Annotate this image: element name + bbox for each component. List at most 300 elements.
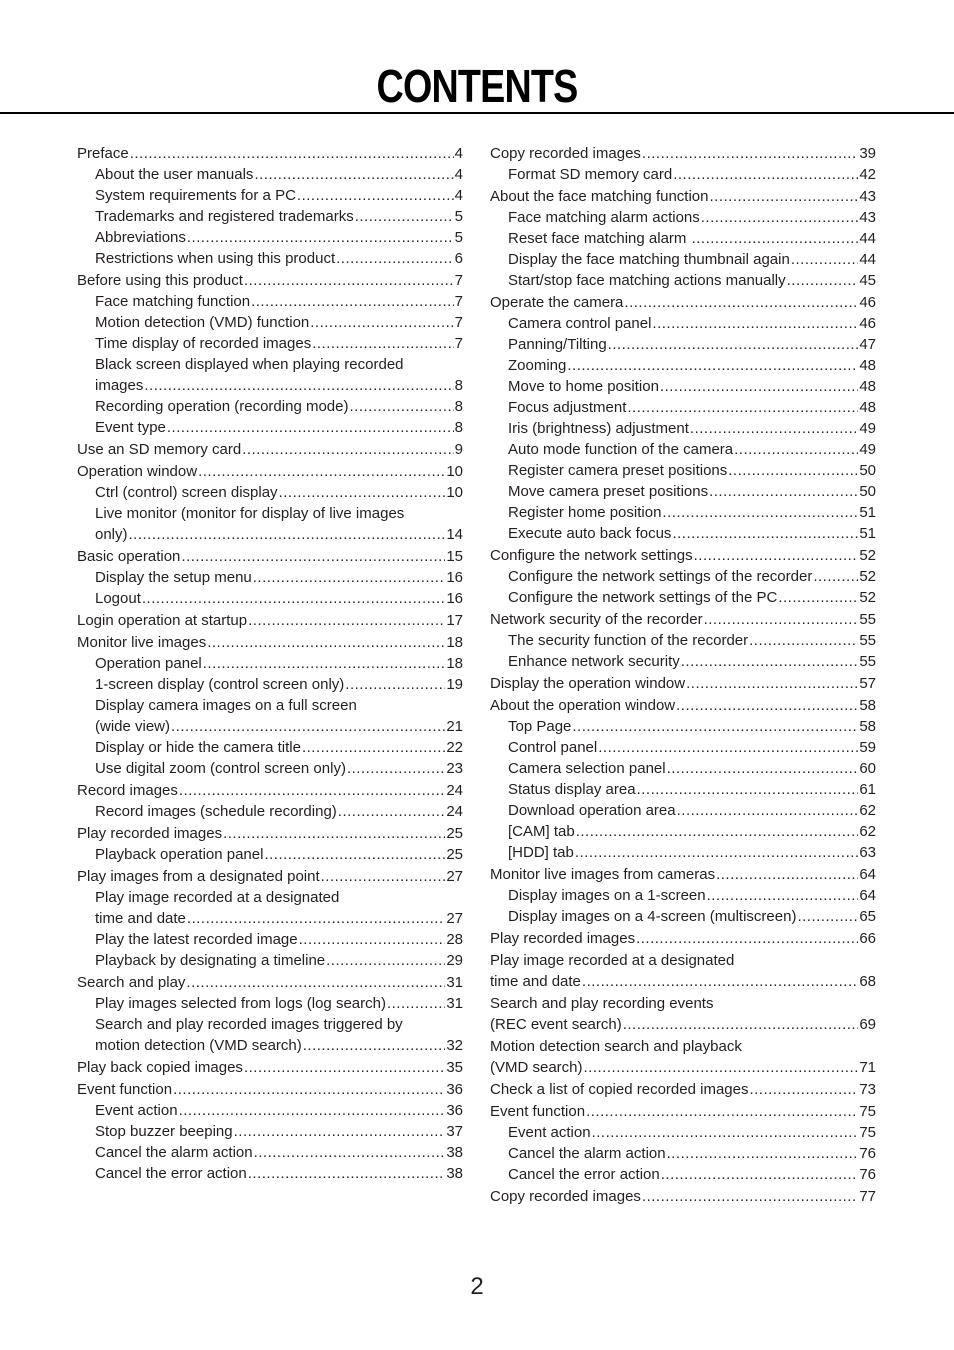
dot-leader <box>203 653 446 674</box>
toc-entry-title: Restrictions when using this product <box>95 250 336 267</box>
toc-entry-page: 51 <box>859 525 876 542</box>
toc-entry-title: (VMD search) <box>490 1059 583 1076</box>
toc-entry[interactable] <box>77 758 463 779</box>
toc-entry[interactable] <box>490 481 876 502</box>
toc-entry-page: 36 <box>446 1102 463 1119</box>
toc-entry-page: 7 <box>454 293 463 310</box>
toc-entry[interactable] <box>77 248 463 269</box>
toc-entry[interactable] <box>77 333 463 354</box>
toc-entry[interactable] <box>490 651 876 672</box>
toc-entry-page: 62 <box>859 823 876 840</box>
toc-entry[interactable] <box>77 227 463 248</box>
dot-leader <box>207 632 445 653</box>
dot-leader <box>310 312 453 333</box>
toc-entry-page: 4 <box>454 187 463 204</box>
toc-entry[interactable] <box>77 801 463 822</box>
dot-leader <box>242 439 453 460</box>
toc-entry[interactable] <box>490 1036 876 1078</box>
toc-entry-page: 27 <box>446 910 463 927</box>
toc-entry[interactable] <box>490 460 876 481</box>
dot-leader <box>707 885 859 906</box>
dot-leader <box>142 588 445 609</box>
dot-leader <box>672 523 858 544</box>
toc-entry-page: 39 <box>859 145 876 162</box>
toc-entry[interactable] <box>490 779 876 800</box>
toc-entry-title: Display the setup menu <box>95 569 252 586</box>
toc-entry-page: 37 <box>446 1123 463 1140</box>
toc-entry-title: The security function of the recorder <box>508 632 749 649</box>
dot-leader <box>813 566 858 587</box>
toc-entry[interactable] <box>77 632 463 653</box>
toc-entry-page: 48 <box>859 378 876 395</box>
toc-entry-title: Camera selection panel <box>508 760 666 777</box>
toc-entry[interactable] <box>77 1121 463 1142</box>
dot-leader <box>694 545 859 566</box>
title-rule <box>0 112 954 114</box>
toc-entry-title: Cancel the error action <box>508 1166 660 1183</box>
dot-leader <box>248 610 445 631</box>
toc-entry-page: 75 <box>859 1103 876 1120</box>
dot-leader <box>572 716 858 737</box>
toc-entry-title: Move camera preset positions <box>508 483 709 500</box>
toc-entry[interactable] <box>490 821 876 842</box>
toc-entry-page: 44 <box>859 230 876 247</box>
toc-entry[interactable] <box>490 523 876 544</box>
toc-entry-page: 69 <box>859 1016 876 1033</box>
toc-entry[interactable] <box>490 249 876 270</box>
toc-entry[interactable] <box>490 313 876 334</box>
toc-entry[interactable] <box>490 630 876 651</box>
dot-leader <box>179 780 445 801</box>
toc-entry[interactable] <box>77 1014 463 1056</box>
toc-entry-title: Copy recorded images <box>490 1188 641 1205</box>
dot-leader <box>181 546 445 567</box>
toc-left-column <box>77 143 463 1184</box>
toc-entry-title: Execute auto back focus <box>508 525 672 542</box>
toc-entry-page: 18 <box>446 634 463 651</box>
page-title: CONTENTS <box>376 60 578 112</box>
toc-entry-title-line: Display camera images on a full screen <box>95 697 357 714</box>
toc-entry[interactable] <box>77 354 463 396</box>
dot-leader <box>608 334 859 355</box>
toc-entry[interactable] <box>77 1100 463 1121</box>
dot-leader <box>130 143 454 164</box>
toc-entry-title: Event action <box>508 1124 591 1141</box>
dot-leader <box>575 842 858 863</box>
toc-entry[interactable] <box>490 885 876 906</box>
toc-right-column <box>490 143 876 1207</box>
toc-entry-page: 49 <box>859 441 876 458</box>
dot-leader <box>642 1186 858 1207</box>
toc-entry[interactable] <box>77 780 463 801</box>
toc-entry-title: Auto mode function of the camera <box>508 441 734 458</box>
dot-leader <box>728 460 858 481</box>
dot-leader <box>787 270 859 291</box>
dot-leader <box>198 461 445 482</box>
toc-entry-title: Record images <box>77 782 178 799</box>
toc-entry-title-line: Motion detection search and playback <box>490 1038 742 1055</box>
toc-entry[interactable] <box>490 334 876 355</box>
dot-leader <box>704 609 859 630</box>
toc-entry[interactable] <box>490 906 876 927</box>
toc-entry[interactable] <box>490 545 876 566</box>
dot-leader <box>303 1035 446 1056</box>
toc-entry-title: Control panel <box>508 739 598 756</box>
toc-entry[interactable] <box>490 439 876 460</box>
toc-entry[interactable] <box>490 228 876 249</box>
toc-entry-title: Display the face matching thumbnail again <box>508 251 790 268</box>
toc-entry-page: 31 <box>446 974 463 991</box>
dot-leader <box>302 737 445 758</box>
toc-entry-title: Event action <box>95 1102 178 1119</box>
toc-entry[interactable] <box>77 270 463 291</box>
toc-entry[interactable] <box>490 566 876 587</box>
toc-entry-title: System requirements for a PC <box>95 187 296 204</box>
dot-leader <box>662 502 858 523</box>
toc-entry[interactable] <box>490 355 876 376</box>
toc-entry-page: 7 <box>454 314 463 331</box>
toc-entry-title: only) <box>95 526 128 543</box>
toc-entry-page: 48 <box>859 357 876 374</box>
toc-entry[interactable] <box>77 439 463 460</box>
toc-entry-title: Display or hide the camera title <box>95 739 301 756</box>
toc-entry[interactable] <box>490 695 876 716</box>
toc-entry[interactable] <box>490 673 876 694</box>
toc-entry-page: 50 <box>859 462 876 479</box>
toc-entry-title: Event function <box>490 1103 586 1120</box>
dot-leader <box>637 779 859 800</box>
dot-leader <box>791 249 858 270</box>
toc-entry-page: 16 <box>446 569 463 586</box>
toc-entry-page: 24 <box>446 782 463 799</box>
toc-entry[interactable] <box>77 546 463 567</box>
dot-leader <box>144 375 453 396</box>
toc-entry[interactable] <box>77 695 463 737</box>
dot-leader <box>627 397 858 418</box>
toc-entry[interactable] <box>490 1143 876 1164</box>
toc-entry-title: Play recorded images <box>490 930 636 947</box>
toc-entry-title: Time display of recorded images <box>95 335 312 352</box>
toc-entry[interactable] <box>490 292 876 313</box>
toc-entry[interactable] <box>77 950 463 971</box>
toc-entry-title: Move to home position <box>508 378 659 395</box>
toc-entry-title: motion detection (VMD search) <box>95 1037 302 1054</box>
toc-entry[interactable] <box>77 1142 463 1163</box>
toc-entry-title: Play images from a designated point <box>77 868 320 885</box>
toc-entry-page: 8 <box>454 419 463 436</box>
toc-entry-title: Event type <box>95 419 166 436</box>
toc-entry-title: Panning/Tilting <box>508 336 607 353</box>
dot-leader <box>187 227 454 248</box>
toc-entry[interactable] <box>77 887 463 929</box>
toc-entry-page: 50 <box>859 483 876 500</box>
toc-entry[interactable] <box>77 823 463 844</box>
toc-entry[interactable] <box>77 185 463 206</box>
dot-leader <box>676 695 858 716</box>
toc-entry[interactable] <box>77 610 463 631</box>
toc-entry-page: 63 <box>859 844 876 861</box>
toc-entry[interactable] <box>490 758 876 779</box>
toc-entry-page: 21 <box>446 718 463 735</box>
dot-leader <box>709 481 858 502</box>
dot-leader <box>171 716 445 737</box>
toc-entry[interactable] <box>77 396 463 417</box>
toc-entry-page: 55 <box>859 632 876 649</box>
toc-entry-title: Play back copied images <box>77 1059 243 1076</box>
toc-entry-page: 76 <box>859 1166 876 1183</box>
toc-entry[interactable] <box>490 186 876 207</box>
toc-entry-title: Playback operation panel <box>95 846 264 863</box>
toc-entry-page: 5 <box>454 229 463 246</box>
toc-entry-page: 61 <box>859 781 876 798</box>
toc-entry[interactable] <box>490 993 876 1035</box>
toc-entry-title: About the face matching function <box>490 188 709 205</box>
toc-entry-page: 7 <box>454 272 463 289</box>
toc-entry-title: Cancel the error action <box>95 1165 247 1182</box>
page-number: 2 <box>470 1273 484 1300</box>
dot-leader <box>681 651 859 672</box>
toc-entry-page: 42 <box>859 166 876 183</box>
toc-entry[interactable] <box>77 737 463 758</box>
toc-entry[interactable] <box>77 164 463 185</box>
toc-entry[interactable] <box>77 972 463 993</box>
toc-entry-title: Event function <box>77 1081 173 1098</box>
toc-entry[interactable] <box>490 800 876 821</box>
toc-entry-title: time and date <box>490 973 581 990</box>
toc-entry-title: Display the operation window <box>490 675 686 692</box>
dot-leader <box>567 355 858 376</box>
dot-leader <box>636 928 858 949</box>
dot-leader <box>187 908 445 929</box>
toc-entry-page: 43 <box>859 209 876 226</box>
toc-entry-title: About the user manuals <box>95 166 254 183</box>
toc-entry-page: 10 <box>446 463 463 480</box>
toc-entry[interactable] <box>490 864 876 885</box>
toc-entry-title-line: Black screen displayed when playing recorded <box>95 356 404 373</box>
toc-entry-page: 51 <box>859 504 876 521</box>
toc-entry-title: time and date <box>95 910 186 927</box>
toc-entry[interactable] <box>490 164 876 185</box>
toc-entry[interactable] <box>77 291 463 312</box>
toc-entry[interactable] <box>77 866 463 887</box>
dot-leader <box>673 164 858 185</box>
toc-entry[interactable] <box>77 461 463 482</box>
toc-entry-title: Start/stop face matching actions manually <box>508 272 786 289</box>
toc-entry-page: 62 <box>859 802 876 819</box>
toc-entry-title: Motion detection (VMD) function <box>95 314 310 331</box>
dot-leader <box>667 758 859 779</box>
dot-leader <box>234 1121 446 1142</box>
dot-leader <box>355 206 454 227</box>
toc-entry[interactable] <box>490 1122 876 1143</box>
toc-entry-title: Operate the camera <box>490 294 624 311</box>
toc-entry[interactable] <box>77 482 463 503</box>
dot-leader <box>734 439 858 460</box>
toc-entry[interactable] <box>77 567 463 588</box>
toc-entry-page: 27 <box>446 868 463 885</box>
toc-entry-title: Use digital zoom (control screen only) <box>95 760 346 777</box>
dot-leader <box>349 396 453 417</box>
dot-leader <box>312 333 453 354</box>
toc-entry[interactable] <box>77 993 463 1014</box>
dot-leader <box>797 906 858 927</box>
toc-entry[interactable] <box>77 844 463 865</box>
toc-entry-page: 48 <box>859 399 876 416</box>
toc-entry[interactable] <box>490 716 876 737</box>
toc-entry-title: 1-screen display (control screen only) <box>95 676 345 693</box>
toc-entry-page: 57 <box>859 675 876 692</box>
dot-leader <box>709 186 858 207</box>
dot-leader <box>749 1079 858 1100</box>
toc-entry-title: Operation window <box>77 463 198 480</box>
toc-entry-page: 25 <box>446 825 463 842</box>
toc-entry-title: Status display area <box>508 781 636 798</box>
toc-entry[interactable] <box>77 1057 463 1078</box>
dot-leader <box>778 587 858 608</box>
toc-entry[interactable] <box>490 418 876 439</box>
toc-entry-title: Before using this product <box>77 272 243 289</box>
dot-leader <box>576 821 859 842</box>
dot-leader <box>254 164 453 185</box>
dot-leader <box>129 524 446 545</box>
toc-entry-title: Preface <box>77 145 129 162</box>
toc-entry-title: Camera control panel <box>508 315 652 332</box>
toc-entry[interactable] <box>490 1186 876 1207</box>
toc-entry[interactable] <box>77 143 463 164</box>
toc-entry-title: Play images selected from logs (log search) <box>95 995 386 1012</box>
toc-entry[interactable] <box>490 737 876 758</box>
dot-leader <box>660 376 858 397</box>
toc-entry[interactable] <box>77 503 463 545</box>
toc-entry-title: Iris (brightness) adjustment <box>508 420 689 437</box>
toc-entry-page: 8 <box>454 398 463 415</box>
dot-leader <box>299 929 446 950</box>
toc-entry-title-line: Play image recorded at a designated <box>490 952 735 969</box>
toc-entry[interactable] <box>490 1079 876 1100</box>
toc-entry[interactable] <box>77 312 463 333</box>
dot-leader <box>297 185 454 206</box>
toc-entry-title: Abbreviations <box>95 229 186 246</box>
toc-entry[interactable] <box>490 587 876 608</box>
toc-entry-title: Configure the network settings of the PC <box>508 589 778 606</box>
dot-leader <box>677 800 859 821</box>
toc-entry-title: Search and play <box>77 974 186 991</box>
toc-entry[interactable] <box>490 842 876 863</box>
dot-leader <box>345 674 445 695</box>
toc-entry[interactable] <box>77 653 463 674</box>
toc-entry-page: 9 <box>454 441 463 458</box>
toc-entry[interactable] <box>490 207 876 228</box>
dot-leader <box>584 1057 859 1078</box>
dot-leader <box>254 1142 446 1163</box>
dot-leader <box>592 1122 859 1143</box>
dot-leader <box>667 1143 859 1164</box>
toc-entry-title: Operation panel <box>95 655 202 672</box>
dot-leader <box>686 673 858 694</box>
toc-entry-page: 55 <box>859 611 876 628</box>
toc-entry-page: 22 <box>446 739 463 756</box>
toc-entry-title: Ctrl (control) screen display <box>95 484 278 501</box>
toc-entry[interactable] <box>490 928 876 949</box>
toc-entry-title: Check a list of copied recorded images <box>490 1081 749 1098</box>
toc-entry-page: 4 <box>454 145 463 162</box>
toc-entry-title: Display images on a 1-screen <box>508 887 706 904</box>
toc-entry[interactable] <box>77 929 463 950</box>
toc-entry[interactable] <box>490 397 876 418</box>
toc-entry-page: 18 <box>446 655 463 672</box>
toc-entry[interactable] <box>77 417 463 438</box>
toc-entry[interactable] <box>77 1079 463 1100</box>
toc-entry-title-line: Play image recorded at a designated <box>95 889 340 906</box>
dot-leader <box>624 292 858 313</box>
toc-entry-page: 38 <box>446 1144 463 1161</box>
toc-entry-title: Use an SD memory card <box>77 441 242 458</box>
toc-entry[interactable] <box>490 609 876 630</box>
toc-entry-page: 43 <box>859 188 876 205</box>
toc-entry-page: 36 <box>446 1081 463 1098</box>
toc-entry-title: Configure the network settings of the recorder <box>508 568 813 585</box>
toc-entry-title-line: Live monitor (monitor for display of live images <box>95 505 405 522</box>
toc-entry-page: 49 <box>859 420 876 437</box>
dot-leader <box>661 1164 859 1185</box>
toc-entry-page: 58 <box>859 697 876 714</box>
toc-entry-title: About the operation window <box>490 697 676 714</box>
toc-entry[interactable] <box>77 206 463 227</box>
toc-entry[interactable] <box>490 1101 876 1122</box>
toc-entry-page: 24 <box>446 803 463 820</box>
toc-entry[interactable] <box>490 376 876 397</box>
toc-entry-page: 46 <box>859 315 876 332</box>
toc-entry-page: 17 <box>446 612 463 629</box>
toc-entry-page: 46 <box>859 294 876 311</box>
toc-entry[interactable] <box>490 502 876 523</box>
toc-entry-title: Copy recorded images <box>490 145 641 162</box>
toc-entry-title: Register home position <box>508 504 662 521</box>
dot-leader <box>326 950 445 971</box>
toc-entry-page: 76 <box>859 1145 876 1162</box>
toc-entry-title: (wide view) <box>95 718 171 735</box>
toc-entry-title: Login operation at startup <box>77 612 248 629</box>
toc-entry-page: 75 <box>859 1124 876 1141</box>
toc-entry-page: 60 <box>859 760 876 777</box>
toc-entry[interactable] <box>490 270 876 291</box>
toc-entry-page: 25 <box>446 846 463 863</box>
toc-entry[interactable] <box>77 1163 463 1184</box>
toc-entry-page: 6 <box>454 250 463 267</box>
toc-entry[interactable] <box>490 143 876 164</box>
toc-entry-title: Cancel the alarm action <box>508 1145 666 1162</box>
toc-entry[interactable] <box>490 1164 876 1185</box>
toc-entry-title: Trademarks and registered trademarks <box>95 208 354 225</box>
dot-leader <box>248 1163 446 1184</box>
toc-entry-page: 10 <box>446 484 463 501</box>
toc-entry-title: Playback by designating a timeline <box>95 952 326 969</box>
toc-entry-page: 44 <box>859 251 876 268</box>
toc-entry[interactable] <box>77 674 463 695</box>
toc-entry-page: 19 <box>446 676 463 693</box>
toc-entry-page: 52 <box>859 589 876 606</box>
dot-leader <box>244 270 454 291</box>
toc-entry-page: 7 <box>454 335 463 352</box>
dot-leader <box>167 417 454 438</box>
dot-leader <box>749 630 858 651</box>
toc-entry-title: Configure the network settings <box>490 547 693 564</box>
toc-entry[interactable] <box>490 950 876 992</box>
toc-entry-title: Face matching alarm actions <box>508 209 700 226</box>
toc-entry[interactable] <box>77 588 463 609</box>
toc-entry-title: Face matching function <box>95 293 251 310</box>
toc-entry-title: Monitor live images <box>77 634 207 651</box>
